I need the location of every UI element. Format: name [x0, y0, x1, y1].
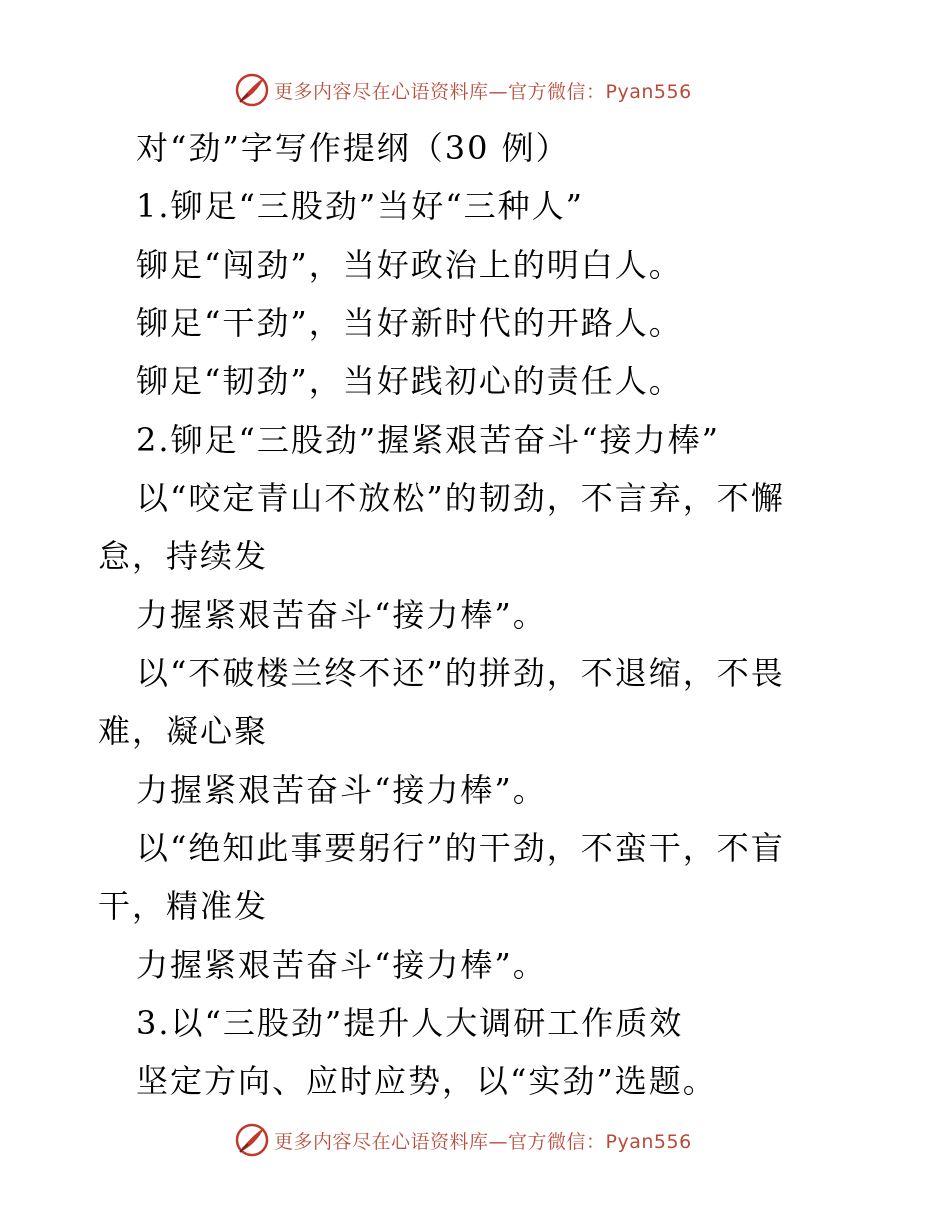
paragraph-line: 力握紧艰苦奋斗“接力棒”。: [136, 596, 547, 634]
paragraph-line: 怠，持续发: [98, 537, 269, 575]
paragraph-line: 铆足“闯劲”，当好政治上的明白人。: [136, 246, 683, 284]
paragraph-line: 以“咬定青山不放松”的韧劲，不言弃，不懈: [136, 479, 785, 517]
header-banner: [234, 71, 692, 109]
paragraph-line: 力握紧艰苦奋斗“接力棒”。: [136, 771, 547, 809]
header-banner-text: 更多内容尽在心语资料库—官方微信：Pyan556: [274, 80, 692, 103]
paragraph-line: 难，凝心聚: [98, 712, 269, 750]
section-heading-2: 2.铆足“三股劲”握紧艰苦奋斗“接力棒”: [136, 421, 720, 459]
footer-banner-text: 更多内容尽在心语资料库—官方微信：Pyan556: [274, 1130, 692, 1153]
document-title: 对“劲”字写作提纲（30 例）: [136, 129, 570, 167]
paragraph-line: 干，精准发: [98, 887, 269, 925]
footer-banner: [234, 1121, 692, 1159]
paragraph-line: 铆足“干劲”，当好新时代的开路人。: [136, 304, 683, 342]
quill-logo-icon: [234, 1122, 270, 1158]
section-heading-1: 1.铆足“三股劲”当好“三种人”: [136, 187, 584, 225]
paragraph-line: 坚定方向、应时应势，以“实劲”选题。: [136, 1062, 717, 1100]
paragraph-line: 铆足“韧劲”，当好践初心的责任人。: [136, 362, 683, 400]
paragraph-line: 以“绝知此事要躬行”的干劲，不蛮干，不盲: [136, 829, 785, 867]
paragraph-line: 以“不破楼兰终不还”的拼劲，不退缩，不畏: [136, 654, 785, 692]
paragraph-line: 力握紧艰苦奋斗“接力棒”。: [136, 946, 547, 984]
quill-logo-icon: [234, 72, 270, 108]
section-heading-3: 3.以“三股劲”提升人大调研工作质效: [136, 1004, 684, 1042]
